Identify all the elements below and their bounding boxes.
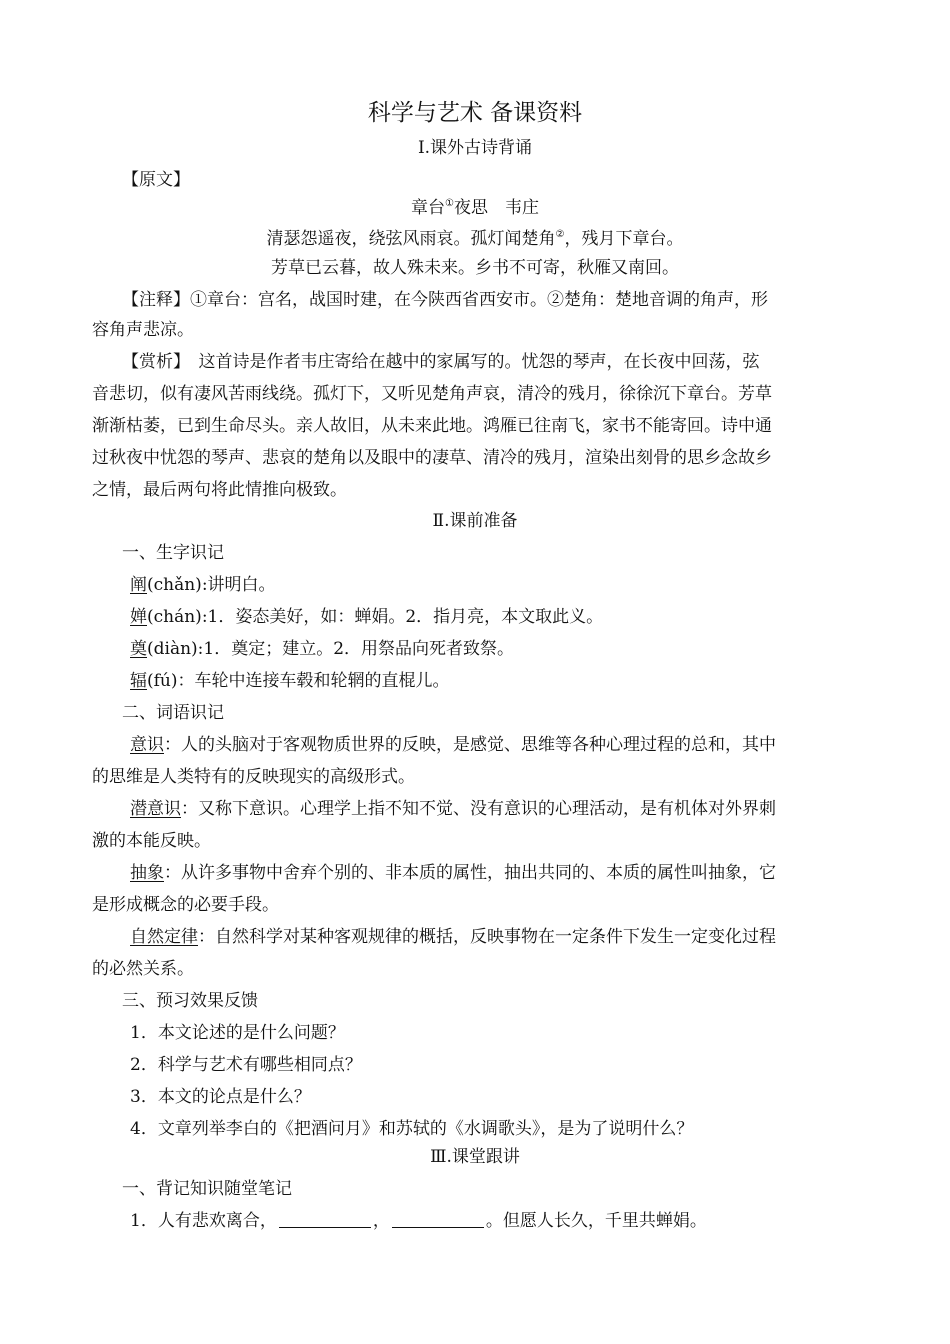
word-entry-2-cont: 激的本能反映。 xyxy=(92,831,211,851)
word-entry-2: 潜意识：又称下意识。心理学上指不知不觉、没有意识的心理活动，是有机体对外界刺 xyxy=(130,799,776,819)
appreciation-line-2: 音悲切，似有凄风苦雨线绕。孤灯下，又听见楚角声哀，清冷的残月，徐徐沉下章台。芳草 xyxy=(92,384,772,404)
subheading-notes: 一、背记知识随堂笔记 xyxy=(122,1179,292,1199)
character-entry-2: 婵(chán):1．姿态美好，如：蝉娟。2．指月亮，本文取此义。 xyxy=(130,607,604,627)
character-entry-4: 辐(fú)：车轮中连接车毂和轮辋的直棍儿。 xyxy=(130,671,450,691)
fill-in-question-1: 1．人有悲欢离合， ， 。但愿人长久，千里共蝉娟。 xyxy=(130,1211,707,1231)
section-heading-3: Ⅲ.课堂跟讲 xyxy=(430,1147,520,1167)
poem-title: 章台①夜思 韦庄 xyxy=(411,198,539,218)
appreciation-line-4: 过秋夜中忧怨的琴声、悲哀的楚角以及眼中的凄草、清冷的残月，渲染出刻骨的思乡念故乡 xyxy=(92,448,772,468)
question-3: 3．本文的论点是什么？ xyxy=(130,1087,311,1107)
section-heading-1: Ⅰ.课外古诗背诵 xyxy=(417,138,533,158)
subheading-characters: 一、生字识记 xyxy=(122,543,224,563)
word-entry-3: 抽象：从许多事物中舍弃个别的、非本质的属性，抽出共同的、本质的属性叫抽象，它 xyxy=(130,863,776,883)
question-4: 4．文章列举李白的《把酒问月》和苏轼的《水调歌头》，是为了说明什么？ xyxy=(130,1119,694,1139)
word-entry-4-cont: 的必然关系。 xyxy=(92,959,194,979)
subheading-words: 二、词语识记 xyxy=(122,703,224,723)
character-entry-1: 阐(chǎn):讲明白。 xyxy=(130,575,276,595)
question-2: 2．科学与艺术有哪些相同点？ xyxy=(130,1055,362,1075)
word-entry-1-cont: 的思维是人类特有的反映现实的高级形式。 xyxy=(92,767,415,787)
poem-line-1: 清瑟怨遥夜，绕弦风雨哀。孤灯闻楚角②，残月下章台。 xyxy=(266,229,684,249)
note-mark-2: ② xyxy=(555,229,565,240)
word-entry-4: 自然定律：自然科学对某种客观规律的概括，反映事物在一定条件下发生一定变化过程 xyxy=(130,927,776,947)
word-entry-3-cont: 是形成概念的必要手段。 xyxy=(92,895,279,915)
poem-line-2: 芳草已云暮，故人殊未来。乡书不可寄，秋雁又南回。 xyxy=(271,258,679,278)
answer-blank-2[interactable] xyxy=(392,1211,484,1228)
appreciation-line-3: 渐渐枯萎，已到生命尽头。亲人故旧，从未来此地。鸿雁已往南飞，家书不能寄回。诗中通 xyxy=(92,416,772,436)
word-entry-1: 意识：人的头脑对于客观物质世界的反映，是感觉、思维等各种心理过程的总和，其中 xyxy=(130,735,776,755)
notes-line-2: 容角声悲凉。 xyxy=(92,320,194,340)
answer-blank-1[interactable] xyxy=(279,1211,371,1228)
notes-line-1: 【注释】①章台：宫名，战国时建，在今陕西省西安市。②楚角：楚地音调的角声，形 xyxy=(122,290,768,310)
document-title: 科学与艺术 备课资料 xyxy=(367,100,583,126)
appreciation-line-5: 之情，最后两句将此情推向极致。 xyxy=(92,480,347,500)
note-mark-1: ① xyxy=(445,198,454,209)
yuanwen-label: 【原文】 xyxy=(122,170,190,190)
appreciation-line-1: 【赏析】 这首诗是作者韦庄寄给在越中的家属写的。忧怨的琴声，在长夜中回荡，弦 xyxy=(122,352,760,372)
character-entry-3: 奠(diàn):1．奠定；建立。2．用祭品向死者致祭。 xyxy=(130,639,515,659)
subheading-preview: 三、预习效果反馈 xyxy=(122,991,258,1011)
section-heading-2: Ⅱ.课前准备 xyxy=(432,511,518,531)
question-1: 1．本文论述的是什么问题？ xyxy=(130,1023,345,1043)
